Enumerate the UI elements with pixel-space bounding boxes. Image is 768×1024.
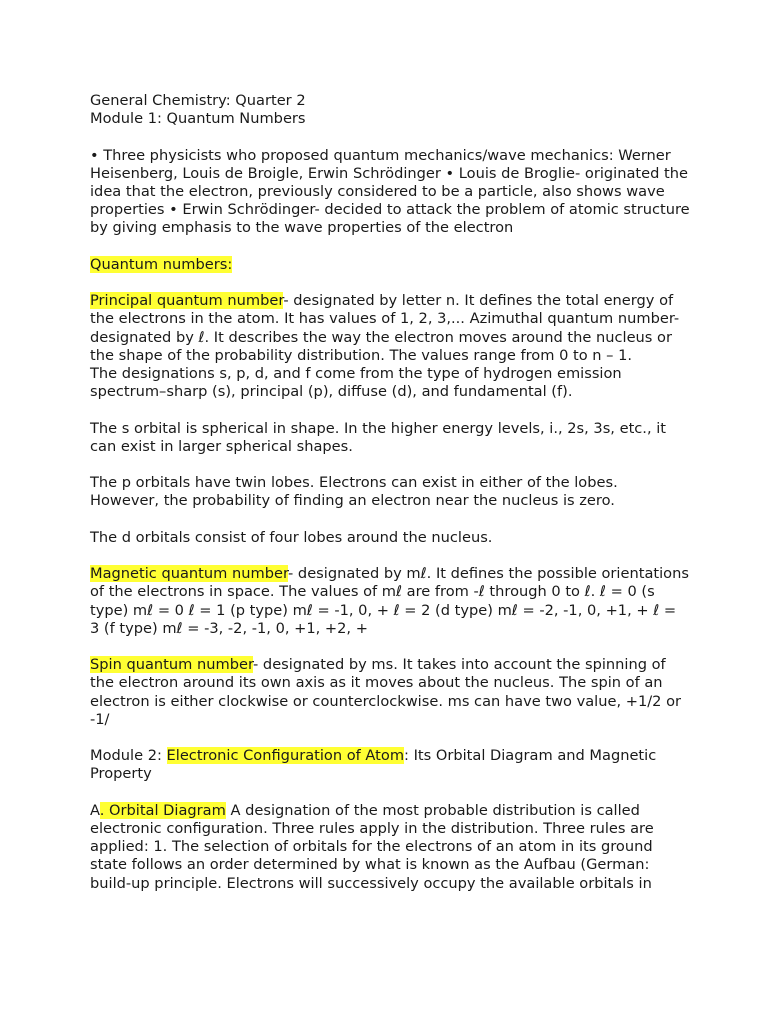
- s-orbital-paragraph: The s orbital is spherical in shape. In the higher energy levels, i., 2s, 3s, etc., it can exist in larger spherical shapes.: [90, 419, 667, 455]
- document-page: [90, 92, 690, 911]
- p-orbital-paragraph: The p orbitals have twin lobes. Electrons can exist in either of the lobes. However, the probability of finding an electron near the nucleus is zero.: [90, 474, 618, 510]
- magnetic-quantum-paragraph: [90, 565, 690, 638]
- module2-prefix: Module 2:: [90, 747, 167, 765]
- principal-quantum-paragraph: [90, 292, 690, 365]
- principal-quantum-text: - designated by letter n. It defines the total energy of the electrons in the atom. It has values of 1, 2, 3,... Azimuthal quantum number- designated by ℓ. It describes the way the electron moves around the nucleus or the shape of the probability distribution. The values range from 0 to n – 1.: [90, 292, 680, 364]
- quantum-numbers-highlight: Quantum numbers:: [90, 255, 233, 273]
- magnetic-quantum-highlight: Magnetic quantum number: [90, 565, 289, 583]
- module2-heading: [90, 747, 690, 783]
- d-orbital-paragraph: The d orbitals consist of four lobes around the nucleus.: [90, 528, 493, 546]
- spin-quantum-paragraph: [90, 656, 690, 729]
- module2-highlight: Electronic Configuration of Atom: [166, 747, 405, 765]
- document-header: [90, 92, 690, 128]
- orbital-diagram-text: A designation of the most probable distribution is called electronic configuration. Three rules apply in the distribution. Three rules are applied: 1. The selection of orbitals for the electrons of an atom in its ground state follows an order determined by what is known as the Aufbau (German: build-up principle. Electrons will successively occupy the available orbitals in: [90, 801, 654, 892]
- principal-quantum-highlight: Principal quantum number: [90, 292, 284, 310]
- spin-quantum-text: - designated by ms. It takes into account the spinning of the electron around its own axis as it moves about the nucleus. The spin of an electron is either clockwise or counterclockwise. ms can have two value, +1/2 or -1/: [90, 656, 682, 728]
- orbital-diagram-prefix: A: [90, 801, 100, 819]
- orbital-diagram-highlight: . Orbital Diagram: [99, 801, 226, 819]
- module-title: Module 1: Quantum Numbers: [90, 110, 306, 128]
- orbital-diagram-paragraph: [90, 802, 690, 893]
- spin-quantum-highlight: Spin quantum number: [90, 656, 254, 674]
- magnetic-quantum-text: - designated by mℓ. It defines the possible orientations of the electrons in space. The values of mℓ are from -ℓ through 0 to ℓ. ℓ = 0 (s type) mℓ = 0 ℓ = 1 (p type) mℓ = -1, 0, + ℓ = 2 (d type) mℓ = -2, -1, 0, +1, + ℓ = 3 (f type) mℓ = -3, -2, -1, 0, +1, +2, +: [90, 565, 689, 637]
- course-title: General Chemistry: Quarter 2: [90, 92, 306, 109]
- physicists-paragraph: • Three physicists who proposed quantum mechanics/wave mechanics: Werner Heisenberg, Louis de Broigle, Erwin Schrödinger • Louis de Broglie- originated the idea that the electron, previously considered to be a particle, also shows wave properties • Erwin Schrödinger- decided to attack the problem of atomic structure by giving emphasis to the wave properties of the electron: [90, 146, 690, 237]
- quantum-numbers-heading: [90, 256, 690, 274]
- module2-suffix: : Its Orbital Diagram and Magnetic Property: [90, 747, 657, 783]
- designations-paragraph: The designations s, p, d, and f come from the type of hydrogen emission spectrum–sharp (s), principal (p), diffuse (d), and fundamental (f).: [90, 365, 622, 401]
